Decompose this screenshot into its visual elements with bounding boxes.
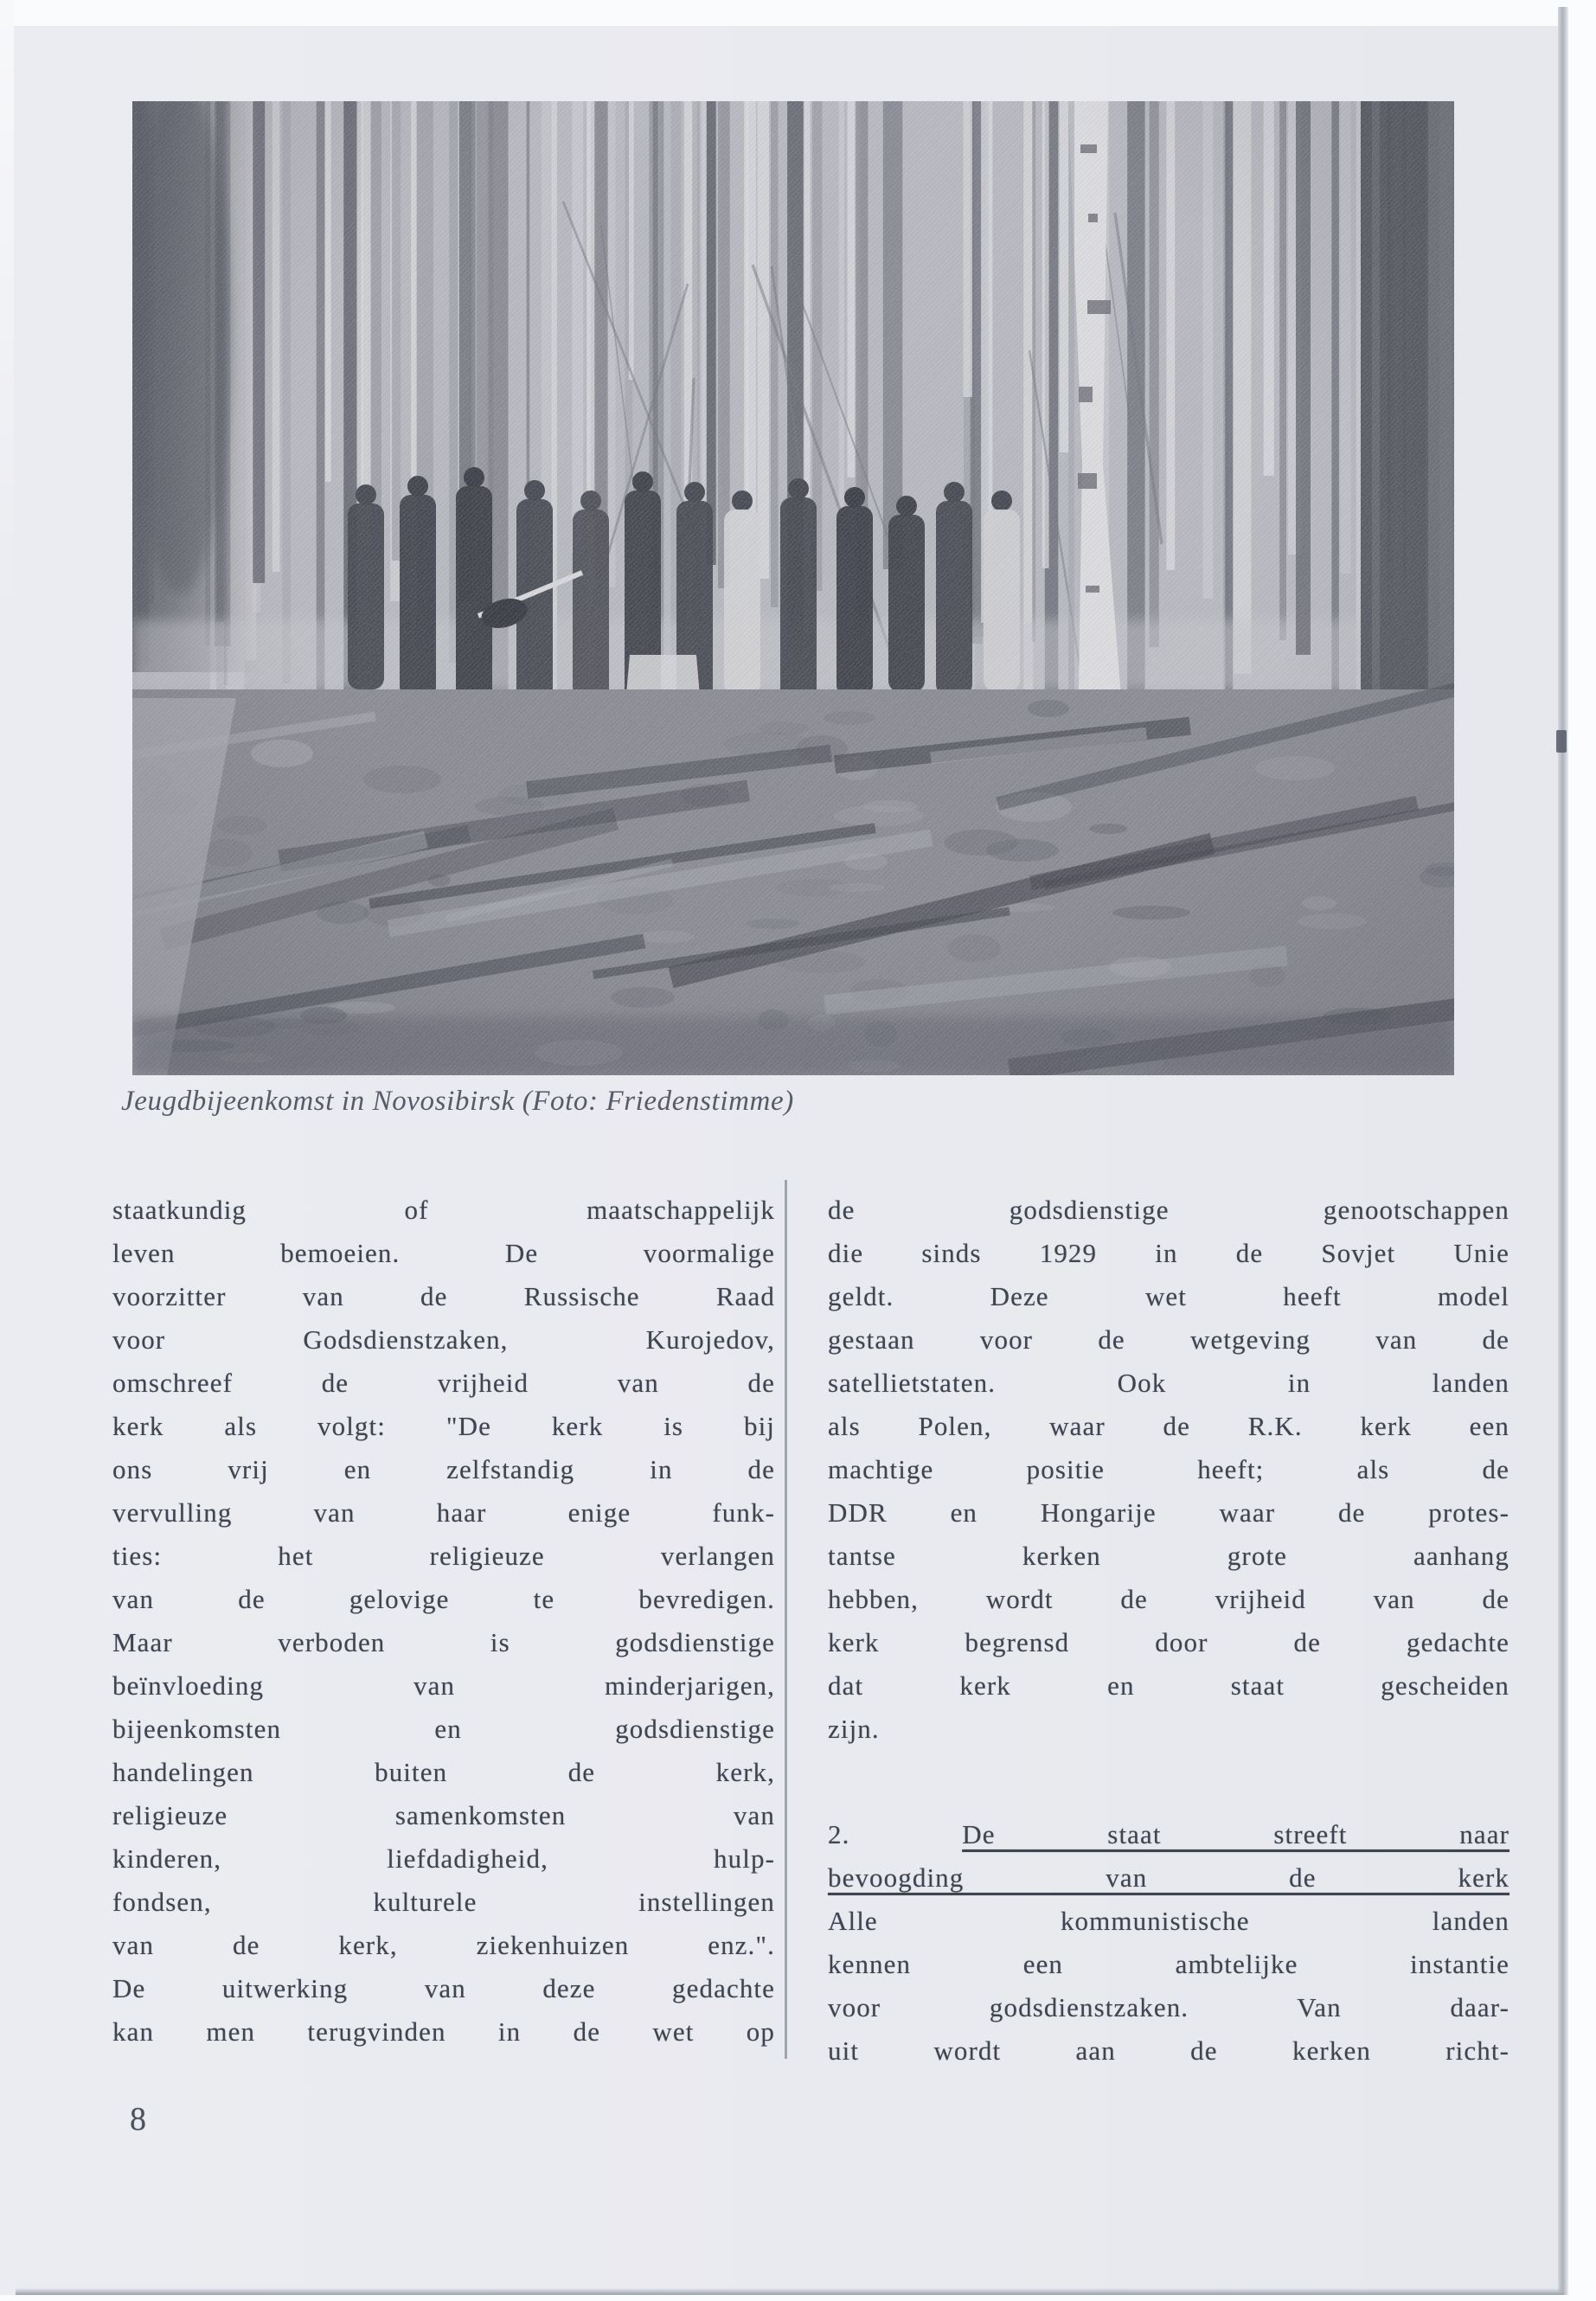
page-edge-bottom (16, 2288, 1564, 2295)
text-line: gestaan voor de wetgeving van de (828, 1324, 1509, 1355)
right-column (828, 1189, 1509, 2073)
text-line: Maar verboden is godsdienstige (112, 1627, 775, 1657)
right-paragraph-1 (828, 1189, 1509, 1751)
text-line: kan men terugvinden in de wet op (112, 2016, 775, 2047)
heading-underlined-text-1: De staat streeft naar (962, 1819, 1509, 1849)
text-line: uit wordt aan de kerken richt- (828, 2035, 1509, 2066)
text-line: de godsdienstige genootschappen (828, 1195, 1509, 1225)
text-line: omschreef de vrijheid van de (112, 1368, 775, 1398)
heading-underlined-text-2: bevoogding van de kerk (828, 1862, 1509, 1893)
text-line: kerk als volgt: "De kerk is bij (112, 1411, 775, 1441)
paragraph-gap (828, 1751, 1509, 1813)
birch-forest-illustration (132, 101, 1454, 1075)
text-line: handelingen buiten de kerk, (112, 1757, 775, 1787)
page-margin-left (0, 0, 14, 606)
text-line: voorzitter van de Russische Raad (112, 1281, 775, 1311)
text-line: staatkundig of maatschappelijk (112, 1195, 775, 1225)
heading-number: 2. (828, 1819, 963, 1849)
text-line: DDR en Hongarije waar de protes- (828, 1497, 1509, 1528)
text-line: satellietstaten. Ook in landen (828, 1368, 1509, 1398)
text-line: bijeenkomsten en godsdienstige (112, 1714, 775, 1744)
text-line: kennen een ambtelijke instantie (828, 1949, 1509, 1979)
text-line: hebben, wordt de vrijheid van de (828, 1584, 1509, 1614)
text-line: zijn. (828, 1714, 880, 1744)
left-column (112, 1189, 775, 2054)
text-line: fondsen, kulturele instellingen (112, 1887, 775, 1917)
text-line: die sinds 1929 in de Sovjet Unie (828, 1238, 1509, 1268)
text-line: geldt. Deze wet heeft model (828, 1281, 1509, 1311)
text-line: leven bemoeien. De voormalige (112, 1238, 775, 1268)
text-line: tantse kerken grote aanhang (828, 1541, 1509, 1571)
text-line: De uitwerking van deze gedachte (112, 1973, 775, 2003)
text-line: kinderen, liefdadigheid, hulp- (112, 1843, 775, 1874)
right-paragraph-2 (828, 1900, 1509, 2073)
column-divider (785, 1180, 787, 2059)
text-line: ties: het religieuze verlangen (112, 1541, 775, 1571)
page-edge-mark (1556, 730, 1567, 753)
text-line: beïnvloeding van minderjarigen, (112, 1670, 775, 1701)
text-line: religieuze samenkomsten van (112, 1800, 775, 1830)
text-line: voor Godsdienstzaken, Kurojedov, (112, 1324, 775, 1355)
text-line: Alle kommunistische landen (828, 1906, 1509, 1936)
photo-caption: Jeugdbijeenkomst in Novosibirsk (Foto: Friedenstimme) (121, 1086, 794, 1117)
text-line: kerk begrensd door de gedachte (828, 1627, 1509, 1657)
page-margin-top (0, 0, 1596, 26)
text-line: ons vrij en zelfstandig in de (112, 1454, 775, 1484)
page-margin-bottom (0, 2295, 1596, 2301)
page-number: 8 (130, 2101, 146, 2138)
text-line: als Polen, waar de R.K. kerk een (828, 1411, 1509, 1441)
section-heading-line-1 (828, 1813, 1509, 1856)
page-margin-right (1568, 0, 1596, 2301)
page-edge-right (1558, 7, 1568, 2296)
text-line: voor godsdienstzaken. Van daar- (828, 1992, 1509, 2022)
text-line: machtige positie heeft; als de (828, 1454, 1509, 1484)
text-line: van de gelovige te bevredigen. (112, 1584, 775, 1614)
text-line: dat kerk en staat gescheiden (828, 1670, 1509, 1701)
text-line: vervulling van haar enige funk- (112, 1497, 775, 1528)
section-heading-line-2 (828, 1856, 1509, 1900)
article-photo (132, 101, 1454, 1075)
text-line: van de kerk, ziekenhuizen enz.". (112, 1930, 775, 1960)
